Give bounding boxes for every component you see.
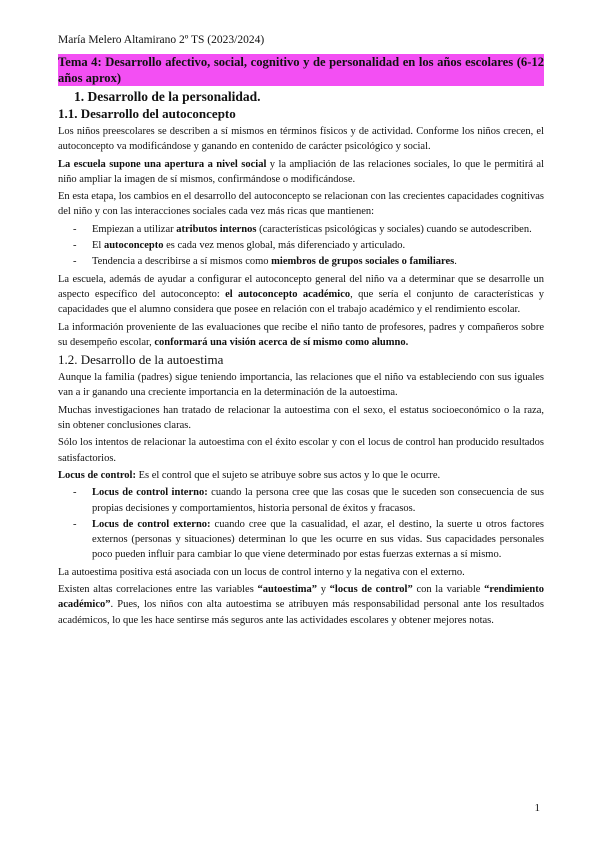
page-content (58, 34, 544, 630)
paragraph-locus-definition: Locus de control: Es el control que el sujeto se atribuye sobre sus actos y lo que le ocurre. (58, 469, 441, 481)
subsection-heading-1-2: 1.2. Desarrollo de la autoestima (58, 352, 224, 368)
section-heading-1: 1. Desarrollo de la personalidad. (74, 89, 261, 104)
dash-bullet: - (73, 518, 77, 530)
list-item: - Empiezan a utilizar atributos internos (características psicológicas y sociales) cuando se autodescriben. (58, 222, 544, 237)
list-locus-types (58, 485, 544, 562)
list-item: - Locus de control externo: cuando cree que la casualidad, el azar, el destino, la suerte u otros factores externos (personas y situaciones) determinan lo que les ocurre en sus vidas. Sus capacidades personales poco pueden influir para cambiar lo que viene determinado por estas fuerzas externas a sí mismo. (73, 518, 544, 561)
list-autoconcept-changes (58, 222, 544, 270)
paragraph-correlations: Existen altas correlaciones entre las variables “autoestima” y “locus de control” con la variable “rendimiento académico”. Pues, los niños con alta autoestima se atribuyen más responsabilidad personal ante los resultados académicos, lo que les hace sentirse más seguros ante las actividades escolares y obtener mejores notas. (58, 584, 545, 626)
paragraph-changes: En esta etapa, los cambios en el desarrollo del autoconcepto se relacionan con las crecientes capacidades cognitivas del niño y con las interacciones sociales cada vez más ricas que mantienen: (58, 191, 544, 218)
dash-bullet: - (73, 240, 77, 252)
subsection-heading-1-1: 1.1. Desarrollo del autoconcepto (58, 106, 236, 121)
paragraph-academic-selfconcept: La escuela, además de ayudar a configurar el autoconcepto general del niño va a determinar que se desarrolle un aspecto específico del autoconcepto: el autoconcepto académico, que sería el conjunto de características y capacidades que el alumno considera que posee en relación con el trabajo académico y el rendimiento escolar. (58, 273, 545, 316)
topic-title: Tema 4: Desarrollo afectivo, social, cognitivo y de personalidad en los años escolares (6-12 años aprox) (58, 55, 544, 85)
page-header: María Melero Altamirano 2º TS (2023/2024) (58, 34, 265, 46)
paragraph-preschool: Los niños preescolares se describen a sí mismos en términos físicos y de actividad. Conforme los niños crecen, el autoconcepto va modificándose y ganando en contenido de carácter psicológico y social. (58, 126, 544, 153)
paragraph-evaluations: La información proveniente de las evaluaciones que recibe el niño tanto de profesores, padres y compañeros sobre su desempeño escolar, conformará una visión acerca de sí mismo como alumno. (58, 321, 544, 348)
list-item: - Tendencia a describirse a sí mismos como miembros de grupos sociales o familiares. (58, 254, 544, 269)
bold-text: La escuela supone una apertura a nivel social (58, 158, 267, 170)
dash-bullet: - (73, 256, 77, 268)
page-number: 1 (534, 802, 540, 814)
dash-bullet: - (73, 223, 77, 235)
paragraph-investigations: Muchas investigaciones han tratado de relacionar la autoestima con el sexo, el estatus socioeconómico o la raza, sin obtener conclusiones claras. (58, 404, 544, 432)
paragraph-school-success: Sólo los intentos de relacionar la autoestima con el éxito escolar y con el locus de control han producido resultados satisfactorios. (58, 437, 544, 464)
paragraph-school-opening: La escuela supone una apertura a nivel social y la ampliación de las relaciones sociales, lo que le permitirá al niño ampliar la imagen de sí mismos, confirmándose o modificándose. (58, 158, 544, 185)
list-item: - Locus de control interno: cuando la persona cree que las cosas que le suceden son consecuencia de sus propias decisiones y comportamientos, historia personal de éxitos y fracasos. (73, 487, 544, 514)
paragraph-family-peers: Aunque la familia (padres) sigue teniendo importancia, las relaciones que el niño va estableciendo con sus iguales van a ir ganando una creciente importancia en la determinación de la autoestima. (58, 372, 544, 399)
list-item: - El autoconcepto es cada vez menos global, más diferenciado y articulado. (58, 238, 544, 253)
paragraph-positive-selfesteem: La autoestima positiva está asociada con un locus de control interno y la negativa con el externo. (58, 566, 465, 578)
dash-bullet: - (73, 487, 77, 499)
